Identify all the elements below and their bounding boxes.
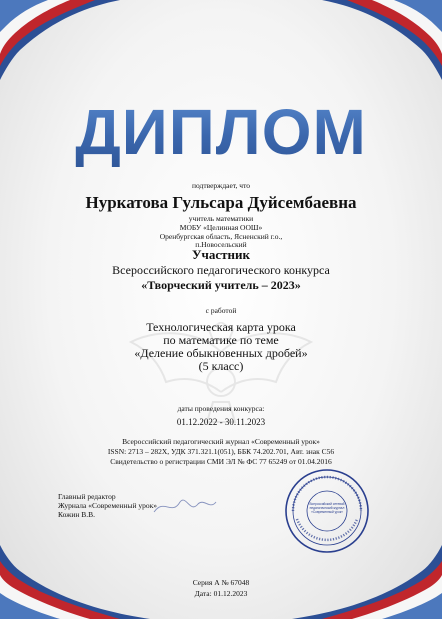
- recipient-name: Нуркатова Гульсара Дуйсембаевна: [85, 193, 357, 212]
- recipient-school: МОБУ «Целинная ООШ»: [179, 223, 263, 232]
- issue-date: Дата: 01.12.2023: [194, 589, 248, 598]
- work-title-line3: «Деление обыкновенных дробей»: [134, 346, 308, 360]
- journal-codes: ISSN: 2713 – 282X, УДК 371.321.1(051), ББК 74.202.701, Авт. знак С56: [107, 447, 335, 456]
- confirms-text: подтверждает, что: [191, 181, 251, 190]
- official-stamp: [283, 467, 371, 555]
- editor-name: Кожин В.В.: [58, 510, 96, 519]
- work-title-line4: (5 класс): [198, 359, 244, 373]
- editor-block: [58, 492, 157, 519]
- dates-label: даты проведения конкурса:: [177, 404, 265, 413]
- editor-title: Главный редактор: [58, 492, 116, 501]
- journal-registration: Свидетельство о регистрации СМИ ЭЛ № ФС 77 65249 от 01.04.2016: [110, 457, 332, 466]
- svg-text:«Современный урок»: «Современный урок»: [311, 510, 343, 514]
- editor-journal: Журнала «Современный урок»: [58, 501, 158, 510]
- dates-value: 01.12.2022 - 30.11.2023: [176, 417, 266, 427]
- work-title-line2: по математике по теме: [163, 333, 279, 347]
- series-number: Серия А № 67048: [192, 578, 250, 587]
- recipient-position: учитель математики: [188, 214, 254, 223]
- contest-description: Всероссийского педагогического конкурса: [112, 263, 330, 277]
- recipient-region-line2: п.Новосельский: [195, 240, 247, 249]
- svg-text:педагогический журнал: педагогический журнал: [309, 506, 345, 510]
- corner-ornament-top-left: [0, 0, 120, 90]
- svg-text:Всероссийский сетевой: Всероссийский сетевой: [309, 502, 345, 506]
- editor-signature: [150, 492, 220, 520]
- participant-status: Участник: [192, 247, 250, 262]
- diploma-title: ДИПЛОМ: [0, 92, 442, 172]
- corner-ornament-top-right: [322, 0, 442, 90]
- recipient-region-line1: Оренбургская область, Ясненский г.о.,: [159, 232, 283, 241]
- contest-name: «Творческий учитель – 2023»: [141, 278, 301, 292]
- work-title-line1: Технологическая карта урока: [146, 320, 296, 334]
- journal-name: Всероссийский педагогический журнал «Современный урок»: [122, 437, 320, 446]
- with-work-label: с работой: [205, 306, 237, 315]
